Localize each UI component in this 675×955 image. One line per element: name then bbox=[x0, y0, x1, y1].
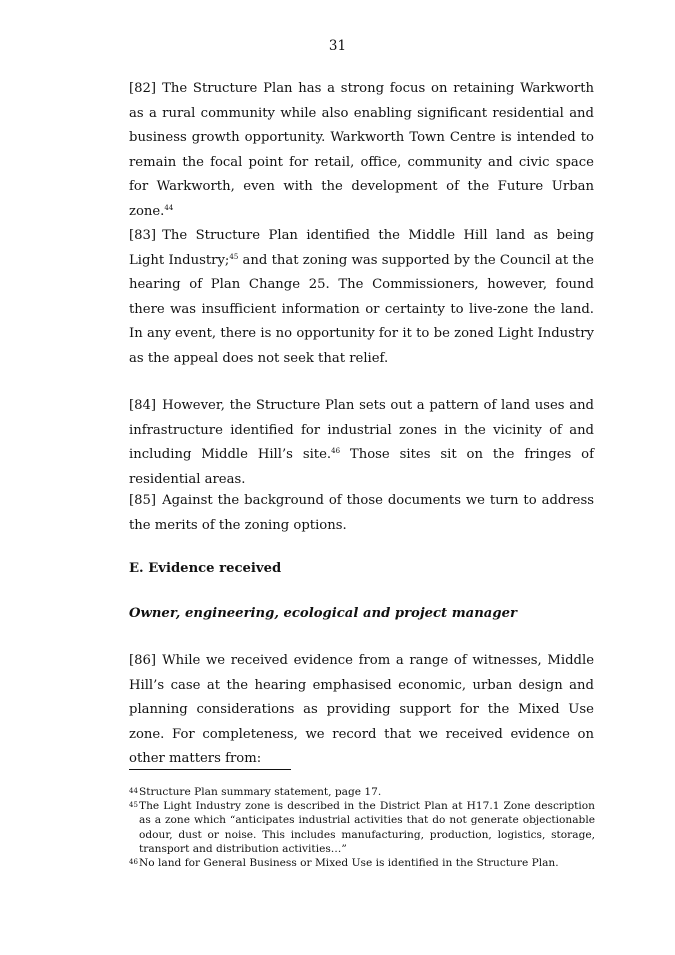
footnote-text: The Light Industry zone is described in the District Plan at H17.1 Zone description as a zone which “anticipates industrial activities that do not generate objectionable odour, dust or noise. This includes manufacturing, production, logistics, storage, transport and distribution activities…” bbox=[139, 800, 595, 855]
paragraph-text: The Structure Plan has a strong focus on retaining Warkworth as a rural community while also enabling significant residential and business growth opportunity. Warkworth Town Centre is intended to remain the focal point for retail, office, community and civic space for Warkworth, even with the development of the Future Urban zone. bbox=[129, 81, 594, 219]
footnote-ref-44[interactable]: 44 bbox=[164, 203, 174, 212]
footnote-mark: 45 bbox=[129, 801, 138, 810]
footnote-ref-46[interactable]: 46 bbox=[331, 447, 341, 456]
footnote-separator bbox=[129, 769, 291, 770]
paragraph-86 bbox=[129, 649, 594, 772]
footnote-ref-45[interactable]: 45 bbox=[229, 252, 239, 261]
paragraph-text: The Structure Plan identified the Middle Hill land as being Light Industry; bbox=[129, 228, 594, 268]
paragraph-number: [84] bbox=[129, 398, 157, 413]
footnote-text: Structure Plan summary statement, page 17. bbox=[139, 786, 382, 798]
paragraph-number: [83] bbox=[129, 228, 157, 243]
footnote-text: No land for General Business or Mixed Use is identified in the Structure Plan. bbox=[139, 857, 559, 870]
paragraph-83 bbox=[129, 224, 594, 372]
footnote-mark: 44 bbox=[129, 787, 138, 795]
paragraph-number: [82] bbox=[129, 81, 157, 96]
footnote-46 bbox=[129, 856, 595, 870]
section-subheading: Owner, engineering, ecological and project manager bbox=[129, 606, 517, 621]
paragraph-text-continued: Those sites sit on the fringes of residential areas. bbox=[129, 447, 594, 487]
paragraph-number: [86] bbox=[129, 653, 157, 668]
paragraph-84 bbox=[129, 394, 594, 492]
paragraph-text: While we received evidence from a range of witnesses, Middle Hill’s case at the hearing emphasised economic, urban design and planning considerations as providing support for the Mixed Use zone. For completeness, we record that we received evidence on other matters from: bbox=[129, 653, 594, 767]
footnotes bbox=[129, 785, 595, 870]
footnote-mark: 46 bbox=[129, 858, 138, 867]
footnote-45 bbox=[129, 799, 595, 856]
paragraph-text: Against the background of those documents we turn to address the merits of the zoning options. bbox=[129, 493, 594, 533]
paragraph-82 bbox=[129, 77, 594, 225]
paragraph-number: [85] bbox=[129, 493, 157, 508]
page-number: 31 bbox=[328, 38, 347, 54]
footnote-44 bbox=[129, 785, 595, 799]
section-heading: E. Evidence received bbox=[129, 561, 282, 576]
paragraph-85 bbox=[129, 489, 594, 538]
paragraph-text-continued: and that zoning was supported by the Council at the hearing of Plan Change 25. The Commissioners, however, found there was insufficient information or certainty to live-zone the land. In any event, there is no opportunity for it to be zoned Light Industry as the appeal does not seek that relief. bbox=[129, 252, 594, 366]
paragraph-text: However, the Structure Plan sets out a pattern of land uses and infrastructure identified for industrial zones in the vicinity of and including Middle Hill’s site. bbox=[129, 398, 594, 463]
